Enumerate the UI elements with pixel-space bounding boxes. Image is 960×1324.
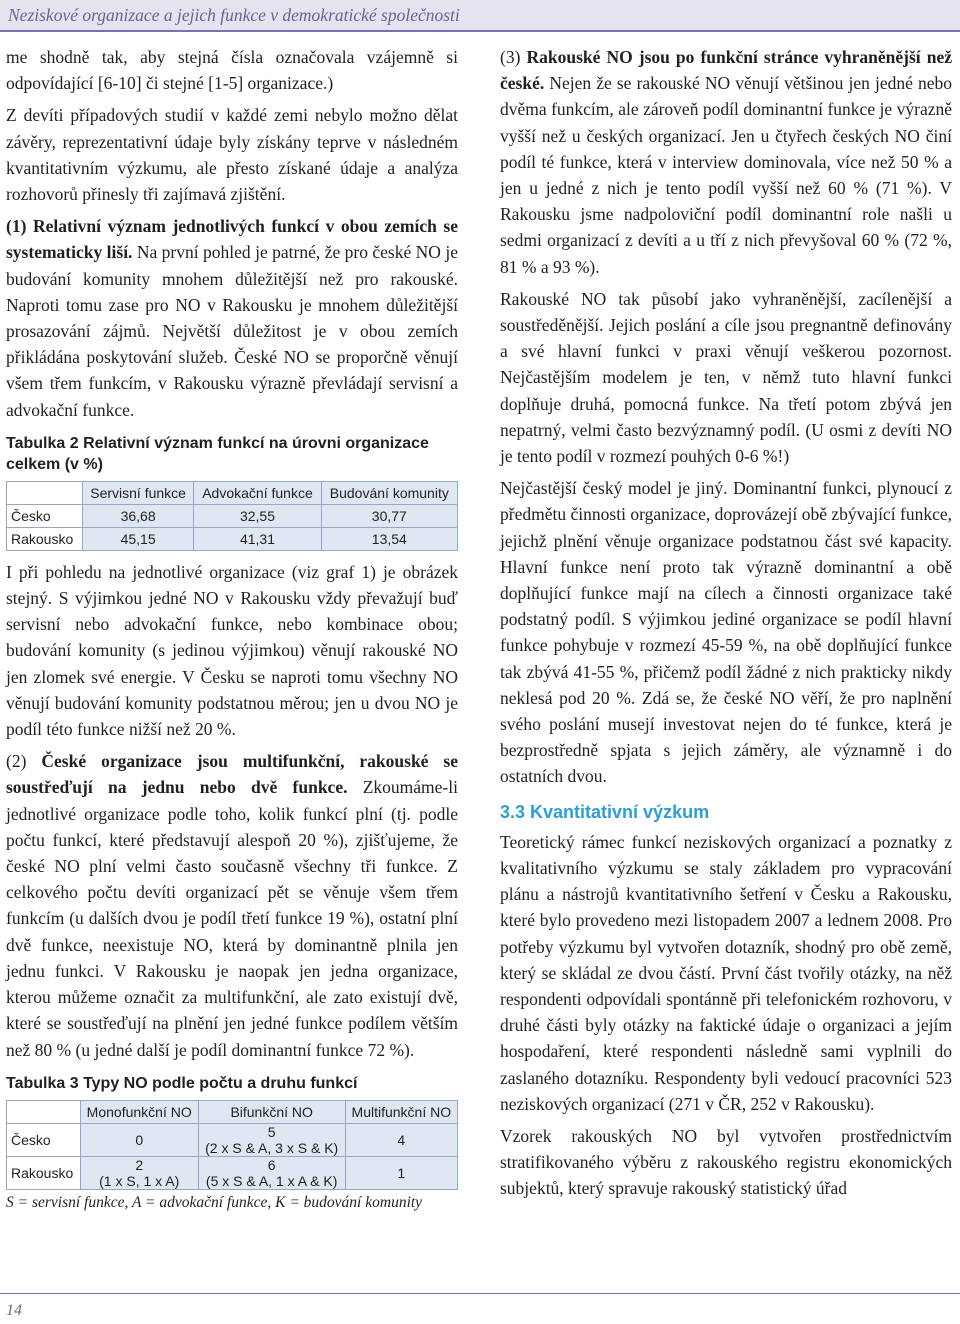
right-column xyxy=(500,44,952,1208)
table-3-cell-mono xyxy=(80,1123,198,1156)
table-2-cell: 45,15 xyxy=(82,527,193,550)
right-paragraph-1 xyxy=(500,44,952,280)
table-3-caption: Tabulka 3 Typy NO podle počtu a druhu funkcí xyxy=(6,1074,358,1092)
running-head-rule xyxy=(0,30,960,32)
table-3-header: Monofunkční NO xyxy=(80,1100,198,1123)
footer-rule xyxy=(0,1293,960,1294)
finding-2-bold: České organizace jsou multifunkční, rakouské se soustřeďují na jednu nebo dvě funkce. xyxy=(6,751,459,798)
table-2-header: Advokační funkce xyxy=(194,481,321,504)
table-3-legend: S = servisní funkce, A = advokační funkce, K = budování komunity xyxy=(6,1193,423,1211)
finding-3-prefix: (3) xyxy=(500,47,527,67)
cell-detail: (1 x S, 1 x A) xyxy=(99,1172,180,1189)
cell-count: 0 xyxy=(135,1131,144,1148)
table-3 xyxy=(6,1100,458,1190)
section-heading: 3.3 Kvantitativní výzkum xyxy=(500,801,710,822)
right-paragraph-4: Teoretický rámec funkcí neziskových organizací a poznatky z kvalitativního výzkumu se staly základem pro vypracování plánu a nástrojů kvantitativního šetření v Česku a Rakousku, které bylo provedeno mezi listopadem 2007 a lednem 2008. Pro potřeby výzkumu byl vytvořen dotazník, shodný pro obě země, který se skládal ze dvou částí. První část tvořily otázky, na něž respondenti odpovídali spontánně při telefonickém rozhovoru, v druhé části byly otázky na faktické údaje o organizaci a jejím hospodaření, které respondenti následně sami vyplnili do zaslaného dotazníku. Respondenty byli vedoucí pracovníci 523 neziskových organizací (271 v ČR, 252 v Rakousku). xyxy=(500,831,952,1114)
right-paragraph-3: Nejčastější český model je jiný. Dominantní funkci, plynoucí z předmětu činnosti organizace, doprovázejí obě zbývající funkce, jejichž plnění věnuje organizace podstatnou část své kapacity. Hlavní funkce není proto tak výrazně dominantní a obě doplňující funkce mají na cílech a činnosti organizace také podstatný podíl. S výjimkou jediné organizace se podíl hlavní funkce pohybuje v rozmezí 45-59 %, na obě doplňující funkce tak zbývá 41-55 %, přičemž podíl žádné z nich prakticky nikdy neklesá pod 20 %. Zdá se, že české NO věří, že pro naplnění svého poslání musejí investovat nejen do té funkce, která je bezprostředně spjata s jejich záměry, ale významně i do ostatních dvou. xyxy=(500,478,952,787)
cell-count: 2 xyxy=(135,1156,144,1173)
cell-detail: (5 x S & A, 1 x A & K) xyxy=(205,1172,338,1189)
table-row xyxy=(7,1156,458,1189)
table-3-row-label: Rakousko xyxy=(7,1156,81,1189)
table-2-corner xyxy=(7,481,83,504)
left-paragraph-4: I při pohledu na jednotlivé organizace (viz graf 1) je obrázek stejný. S výjimkou jedné NO v Rakousku vždy převažují buď servisní nebo advokační funkce, nebo kombinace obou; budování komunity (s jedinou výjimkou) věnují rakouské NO jen zlomek své energie. V Česku se naproti tomu všechny NO věnují budování komunity podstatnou měrou; jen u dvou NO je podíl této funkce nižší než 20 %. xyxy=(6,561,458,740)
table-3-cell-multi: 1 xyxy=(345,1156,457,1189)
table-2-cell: 13,54 xyxy=(321,527,457,550)
table-3-cell-bi xyxy=(198,1156,345,1189)
table-row xyxy=(7,1123,458,1156)
finding-1-bold: (1) Relativní význam jednotlivých funkcí v obou zemích se systematicky liší. xyxy=(6,216,458,263)
table-3-cell-multi: 4 xyxy=(345,1123,457,1156)
table-2-row-label: Česko xyxy=(7,504,83,527)
cell-count: 6 xyxy=(267,1156,276,1173)
table-row xyxy=(7,504,458,527)
table-2-caption: Tabulka 2 Relativní význam funkcí na úrovni organizace celkem (v %) xyxy=(6,434,429,473)
table-3-header-row xyxy=(7,1100,458,1123)
finding-2-text: Zkoumáme-li jednotlivé organizace podle toho, kolik funkcí plní (tj. podle počtu funkcí, které představují alespoň 20 %), zjišťujeme, že české NO plní velmi často současně všechny tři funkce. Z celkového počtu devíti organizací pět se věnuje všem třem funkcím (u dalších dvou je podíl třetí funkce 19 %), ostatní plní dvě funkce, neexistuje NO, která by dominantně plnila jen jednu funkci. V Rakousku je naopak jen jedna organizace, kterou můžeme označit za multifunkční, ale zato existují dvě, které se soustřeďují na plnění jen jedné funkce podílem větším než 80 % (u jedné další je podíl dominantní funkce 72 %). xyxy=(6,777,458,1060)
left-paragraph-3 xyxy=(6,213,458,423)
left-paragraph-2: Z devíti případových studií v každé zemi nebylo možno dělat závěry, reprezentativní údaje byly získány teprve v následném kvantitativním výzkumu, ale přesto získané údaje a analýza rozhovorů přinesly tři zajímavá zjištění. xyxy=(6,105,458,205)
cell-detail: (2 x S & A, 3 x S & K) xyxy=(205,1139,339,1156)
running-head xyxy=(0,0,960,32)
table-3-row-label: Česko xyxy=(7,1123,81,1156)
table-3-cell-mono xyxy=(80,1156,198,1189)
table-2 xyxy=(6,481,458,551)
page-number: 14 xyxy=(6,1302,22,1319)
table-2-header: Budování komunity xyxy=(321,481,457,504)
table-3-corner xyxy=(7,1100,81,1123)
right-paragraph-5: Vzorek rakouských NO byl vytvořen prostřednictvím stratifikovaného výběru z rakouského registru ekonomických subjektů, který spravuje rakouský statistický úřad xyxy=(500,1125,952,1199)
table-2-cell: 30,77 xyxy=(321,504,457,527)
table-2-header: Servisní funkce xyxy=(82,481,193,504)
left-paragraph-5 xyxy=(6,748,458,1062)
table-2-row-label: Rakousko xyxy=(7,527,83,550)
table-2-cell: 32,55 xyxy=(194,504,321,527)
left-paragraph-1: me shodně tak, aby stejná čísla označovala vzájemně si odpovídající [6-10] či stejné [1-5] organizace.) xyxy=(6,47,458,94)
table-3-cell-bi xyxy=(198,1123,345,1156)
finding-2-prefix: (2) xyxy=(6,751,42,772)
finding-3-bold: Rakouské NO jsou po funkční stránce vyhraněnější než české. xyxy=(500,47,952,94)
right-paragraph-2: Rakouské NO tak působí jako vyhraněnější, zacílenější a soustředěnější. Jejich poslání a cíle jsou pregnantně definovány a své hlavní funkci v praxi věnují veškerou pozornost. Nejčastějším modelem je ten, v němž tuto hlavní funkci doplňuje druhá, pomocná funkce. Na třetí potom zbývá jen nepatrný, velmi často bezvýznamný podíl. (U osmi z devíti NO je tento podíl v rozmezí pouhých 0-6 %!) xyxy=(500,288,952,467)
table-3-header: Bifunkční NO xyxy=(198,1100,345,1123)
left-column xyxy=(6,44,458,1212)
table-row xyxy=(7,527,458,550)
running-head-title: Neziskové organizace a jejich funkce v demokratické společnosti xyxy=(8,5,460,25)
table-2-cell: 36,68 xyxy=(82,504,193,527)
finding-3-text: Nejen že se rakouské NO věnují většinou jen jedné nebo dvěma funkcím, ale zároveň podíl dominantní funkce je výrazně vyšší než u českých organizací. Jen u čtyřech českých NO činí podíl té funkce, která v interview dominovala, více než 50 % a jen u jedné z nich je tento podíl vyšší než 60 % (71 %). V Rakousku jsme nadpoloviční podíl dominantní role našli u sedmi organizací z devíti a u tří z nich převyšoval 60 % (72 %, 81 % a 93 %). xyxy=(500,73,952,277)
cell-count: 5 xyxy=(267,1123,276,1140)
table-2-cell: 41,31 xyxy=(194,527,321,550)
finding-1-text: Na první pohled je patrné, že pro české NO je budování komunity mnohem důležitější než pro rakouské. Naproti tomu zase pro NO v Rakousku je mnohem důležitější prosazování zájmů. Největší důležitost je v obou zemích přikládána poskytování služeb. České NO se proporčně věnují všem třem funkcím, v Rakousku výrazně převládají servisní a advokační funkce. xyxy=(6,242,458,420)
table-2-header-row xyxy=(7,481,458,504)
table-3-header: Multifunkční NO xyxy=(345,1100,457,1123)
